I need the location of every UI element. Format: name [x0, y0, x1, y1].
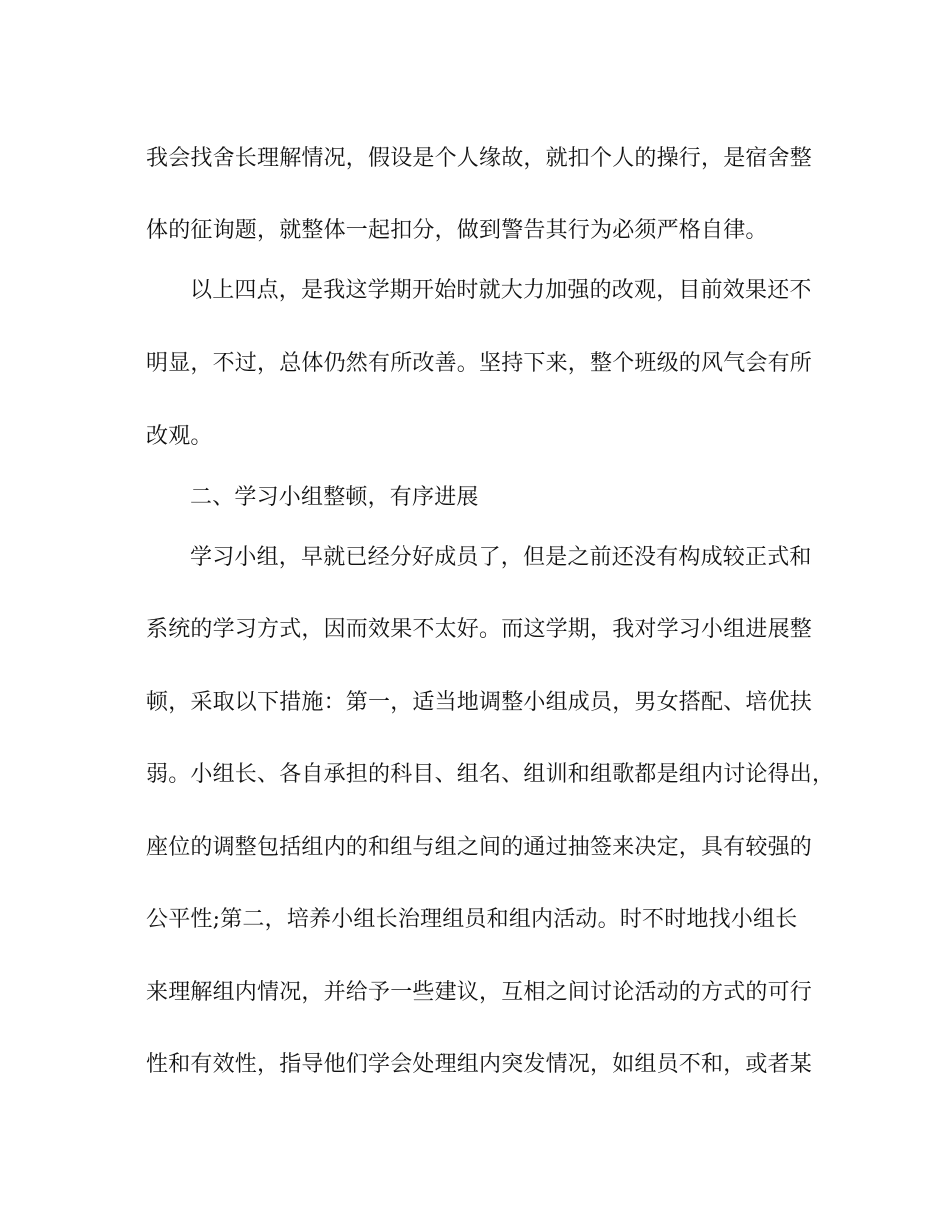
paragraph-start-line: 学习小组，早就已经分好成员了，但是之前还没有构成较正式和: [190, 545, 812, 570]
text-line: 我会找舍长理解情况，假设是个人缘故，就扣个人的操行，是宿舍整: [146, 146, 813, 171]
text-line: 顿，采取以下措施：第一，适当地调整小组成员，男女搭配、培优扶: [146, 690, 813, 715]
text-line: 弱。小组长、各自承担的科目、组名、组训和组歌都是组内讨论得出，: [146, 762, 835, 787]
text-line: 明显，不过，总体仍然有所改善。坚持下来，整个班级的风气会有所: [146, 351, 813, 376]
text-line: 改观。: [146, 424, 213, 449]
text-line: 性和有效性，指导他们学会处理组内突发情况，如组员不和，或者某: [146, 1052, 813, 1077]
text-line: 系统的学习方式，因而效果不太好。而这学期，我对学习小组进展整: [146, 617, 813, 642]
text-line: 公平性;第二，培养小组长治理组员和组内活动。时不时地找小组长: [146, 907, 798, 932]
section-heading: 二、学习小组整顿，有序进展: [190, 485, 479, 510]
text-line: 来理解组内情况，并给予一些建议，互相之间讨论活动的方式的可行: [146, 980, 813, 1005]
text-line: 体的征询题，就整体一起扣分，做到警告其行为必须严格自律。: [146, 218, 768, 243]
text-line: 座位的调整包括组内的和组与组之间的通过抽签来决定，具有较强的: [146, 835, 813, 860]
paragraph-start-line: 以上四点，是我这学期开始时就大力加强的改观，目前效果还不: [190, 278, 812, 303]
